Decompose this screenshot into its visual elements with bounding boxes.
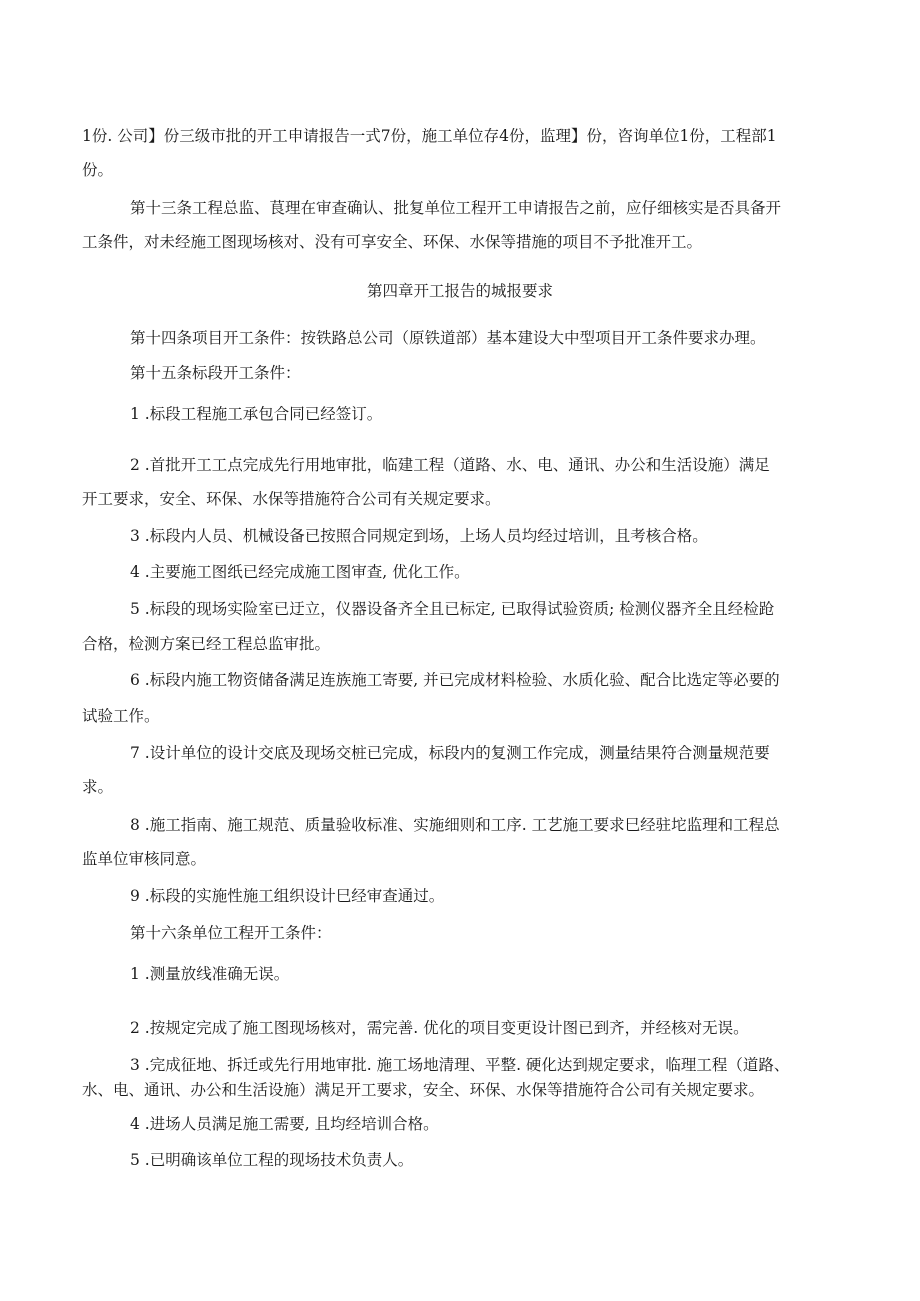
clause-15-7-line-1: 7 .设计单位的设计交底及现场交桩已完成，标段内的复测工作完成，测量结果符合测量规范要: [130, 744, 770, 762]
clause-16-3-line-1: 3 .完成征地、拆迁或先行用地审批. 施工场地清理、平整. 硬化达到规定要求，临理工程（道路、: [130, 1056, 790, 1074]
clause-15-7-line-2: 求。: [82, 778, 114, 796]
clause-15-3: 3 .标段内人员、机械设备已按照合同规定到场，上场人员均经过培训，且考核合格。: [130, 527, 708, 545]
clause-15-8-line-1: 8 .施工指南、施工规范、质量验收标准、实施细则和工序. 工艺施工要求巳经驻坨监理和工程总: [130, 816, 780, 834]
clause-15-2-line-2: 开工要求，安全、环保、水保等措施符合公司有关规定要求。: [82, 490, 501, 508]
clause-16-1: 1 .测量放线准确无误。: [130, 965, 290, 983]
text-line: 份。: [82, 161, 114, 179]
clause-16-2: 2 .按规定完成了施工图现场核对，需完善. 优化的项目变更设计图已到齐，并经核对无误。: [130, 1019, 749, 1037]
article-16: 第十六条单位工程开工条件：: [130, 924, 332, 942]
clause-15-5-line-2: 合格，检测方案已经工程总监审批。: [82, 635, 331, 653]
text-line: 1份. 公司】份三级市批的开工申请报告一式7份，施工单位存4份，监理】份，咨询单位1份，工程部1: [82, 127, 777, 145]
article-13-line-2: 工条件，对未经施工图现场核对、没有可享安全、环保、水保等措施的项目不予批准开工。: [82, 233, 703, 251]
clause-16-4: 4 .进场人员满足施工需要, 且均经培训合格。: [130, 1115, 439, 1133]
chapter-heading: 第四章开工报告的城报要求: [366, 282, 553, 300]
clause-15-1: 1 .标段工程施工承包合同已经签订。: [130, 405, 383, 423]
clause-15-8-line-2: 监单位审核同意。: [82, 850, 207, 868]
article-13-line-1: 第十三条工程总监、茛理在审查确认、批复单位工程开工申请报告之前，应仔细核实是否具备开: [130, 199, 782, 217]
clause-15-2-line-1: 2 .首批开工工点完成先行用地审批，临建工程（道路、水、电、通讯、办公和生活设施）满足: [130, 456, 770, 474]
clause-15-9: 9 .标段的实施性施工组织设计巳经审查通过。: [130, 887, 445, 905]
clause-16-5: 5 .已明确该单位工程的现场技术负责人。: [130, 1151, 414, 1169]
clause-15-5-line-1: 5 .标段的现场实险室已迂立，仪器设备齐全且已标定, 已取得试验资质; 检测仪器齐全且经检跄: [130, 600, 775, 618]
article-14: 第十四条项目开工条件：按铁路总公司（原铁道部）基本建设大中型项目开工条件要求办理。: [130, 329, 766, 347]
clause-16-3-line-2: 水、电、通讯、办公和生活设施）满足开工要求，安全、环保、水保等措施符合公司有关规定要求。: [82, 1081, 765, 1099]
article-15: 第十五条标段开工条件：: [130, 364, 301, 382]
clause-15-4: 4 .主要施工图纸已经完成施工图审查, 优化工作。: [130, 563, 470, 581]
clause-15-6-line-1: 6 .标段内施工物资储备满足连族施工寄要, 并已完成材料检验、水质化验、配合比选定等必要的: [130, 671, 780, 689]
clause-15-6-line-2: 试验工作。: [82, 707, 160, 725]
